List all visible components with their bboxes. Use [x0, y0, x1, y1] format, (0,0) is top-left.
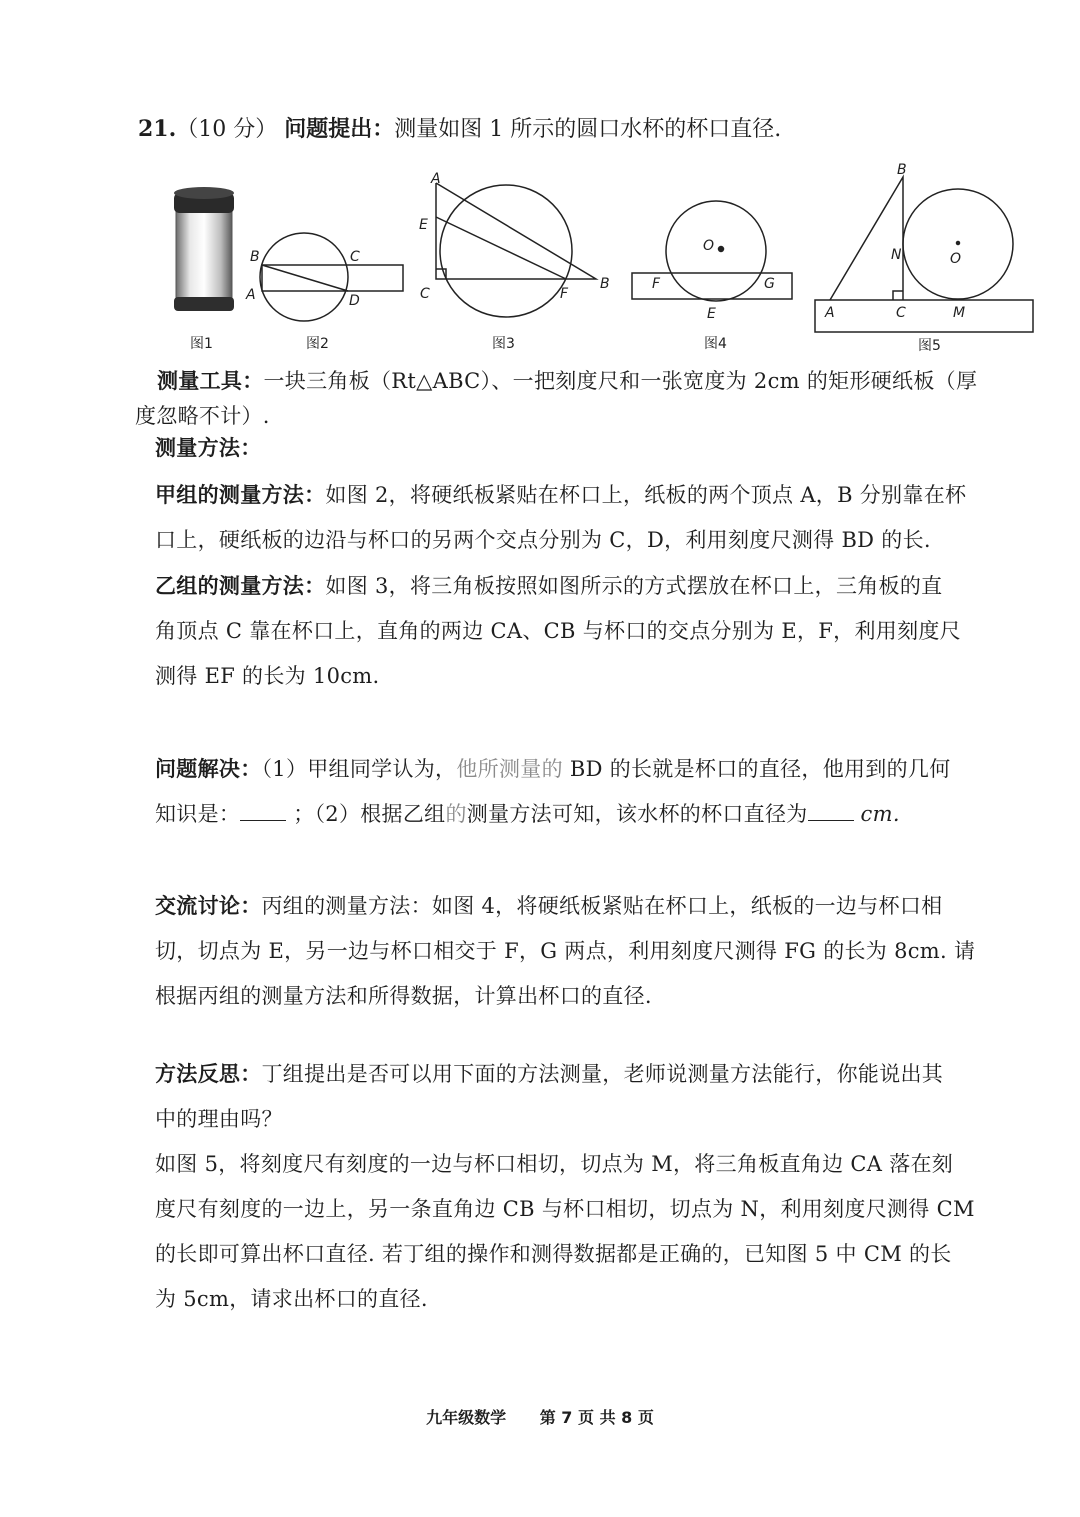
group-b-section: [155, 563, 1035, 699]
answer-blank-2[interactable]: [808, 796, 854, 821]
fig3-label-F: F: [560, 286, 569, 302]
answer-blank-1[interactable]: [240, 796, 286, 821]
solve-section: [155, 746, 1035, 837]
reflect-line2: 中的理由吗？: [155, 1107, 283, 1131]
caption-fig3: 图3: [492, 336, 515, 352]
fig3-label-A: A: [431, 171, 441, 187]
caption-fig2: 图2: [306, 336, 329, 352]
reflect-line6: 为 5cm，请求出杯口的直径.: [155, 1287, 428, 1311]
fig4-label-O: O: [703, 238, 715, 254]
method-lead: 测量方法：: [155, 435, 262, 460]
figure-3: [436, 183, 596, 317]
footer-subject: 九年级数学: [426, 1408, 507, 1427]
figures-row: [0, 155, 1080, 365]
discuss-line1: 丙组的测量方法：如图 4，将硬纸板紧贴在杯口上，纸板的一边与杯口相: [261, 894, 943, 918]
discuss-section: [155, 883, 1035, 1019]
reflect-line1: 丁组提出是否可以用下面的方法测量，老师说测量方法能行，你能说出其: [261, 1062, 944, 1086]
question-score: （10 分）: [176, 117, 278, 142]
group-b-line3: 测得 EF 的长为 10cm.: [155, 664, 380, 688]
solve-line2e: cm.: [853, 802, 900, 826]
caption-fig4: 图4: [704, 336, 727, 352]
discuss-line2: 切，切点为 E，另一边与杯口相交于 F，G 两点，利用刻度尺测得 FG 的长为 8cm. 请: [155, 939, 976, 963]
figures-svg: [0, 155, 1080, 365]
reflect-line4: 度尺有刻度的一边上，另一条直角边 CB 与杯口相切，切点为 N，利用刻度尺测得 CM: [155, 1197, 975, 1221]
group-a-lead: 甲组的测量方法：: [155, 482, 326, 507]
page-footer: [0, 1405, 1080, 1428]
footer-page: 第 7 页 共 8 页: [539, 1408, 654, 1427]
solve-lead: 问题解决：: [155, 756, 262, 781]
problem-text: 测量如图 1 所示的圆口水杯的杯口直径.: [394, 117, 782, 142]
problem-lead: 问题提出：: [284, 116, 395, 142]
solve-line1b: 他所测量的: [456, 757, 563, 781]
method-section: [155, 425, 1035, 471]
caption-fig1: 图1: [190, 336, 213, 352]
discuss-line3: 根据丙组的测量方法和所得数据，计算出杯口的直径.: [155, 984, 652, 1008]
fig2-label-A: A: [246, 287, 256, 303]
fig2-label-B: B: [250, 249, 260, 265]
group-a-line2: 口上，硬纸板的边沿与杯口的另两个交点分别为 C，D，利用刻度尺测得 BD 的长.: [155, 528, 931, 552]
solve-line2d: 测量方法可知，该水杯的杯口直径为: [466, 802, 808, 826]
figure-2: [260, 233, 403, 321]
solve-line2c: 的: [445, 802, 467, 826]
solve-line1c: BD 的长就是杯口的直径，他用到的几何: [562, 757, 951, 781]
solve-line2a: 知识是：: [155, 802, 241, 826]
group-a-line1: 如图 2，将硬纸板紧贴在杯口上，纸板的两个顶点 A，B 分别靠在杯: [325, 483, 967, 507]
fig3-label-E: E: [419, 217, 428, 233]
group-b-line2: 角顶点 C 靠在杯口上，直角的两边 CA、CB 与杯口的交点分别为 E，F，利用刻度尺: [155, 619, 961, 643]
discuss-lead: 交流讨论：: [155, 893, 262, 918]
figure-5: [815, 177, 1033, 332]
figure-1-cup: [174, 187, 234, 311]
fig3-label-B: B: [600, 276, 610, 292]
reflect-lead: 方法反思：: [155, 1061, 262, 1086]
reflect-line3: 如图 5，将刻度尺有刻度的一边与杯口相切，切点为 M，将三角板直角边 CA 落在刻: [155, 1152, 954, 1176]
question-number: 21.: [138, 116, 177, 142]
fig5-label-M: M: [953, 305, 966, 321]
reflect-section: [155, 1051, 1035, 1322]
fig4-label-G: G: [764, 276, 775, 292]
fig4-label-E: E: [707, 306, 716, 322]
fig5-label-C: C: [896, 305, 906, 321]
solve-line1a: （1）甲组同学认为，: [261, 757, 457, 781]
group-a-section: [155, 472, 1035, 563]
fig5-label-B: B: [897, 162, 907, 178]
reflect-line5: 的长即可算出杯口直径. 若丁组的操作和测得数据都是正确的，已知图 5 中 CM 的长: [155, 1242, 952, 1266]
fig2-label-D: D: [349, 293, 360, 309]
group-b-lead: 乙组的测量方法：: [155, 573, 326, 598]
tools-line1: 一块三角板（Rt△ABC）、一把刻度尺和一张宽度为 2cm 的矩形硬纸板（厚: [263, 369, 978, 393]
fig4-label-F: F: [652, 276, 661, 292]
caption-fig5: 图5: [918, 338, 941, 354]
tools-lead: 测量工具：: [157, 368, 264, 393]
question-header: [138, 112, 781, 147]
tools-line2: 度忽略不计）.: [135, 404, 270, 428]
solve-line2b: ；（2）根据乙组: [293, 802, 446, 826]
fig2-label-C: C: [350, 249, 360, 265]
group-b-line1: 如图 3，将三角板按照如图所示的方式摆放在杯口上，三角板的直: [325, 574, 943, 598]
fig5-label-N: N: [891, 247, 902, 263]
fig5-label-O: O: [950, 251, 962, 267]
fig3-label-C: C: [420, 286, 430, 302]
fig5-label-A: A: [825, 305, 835, 321]
